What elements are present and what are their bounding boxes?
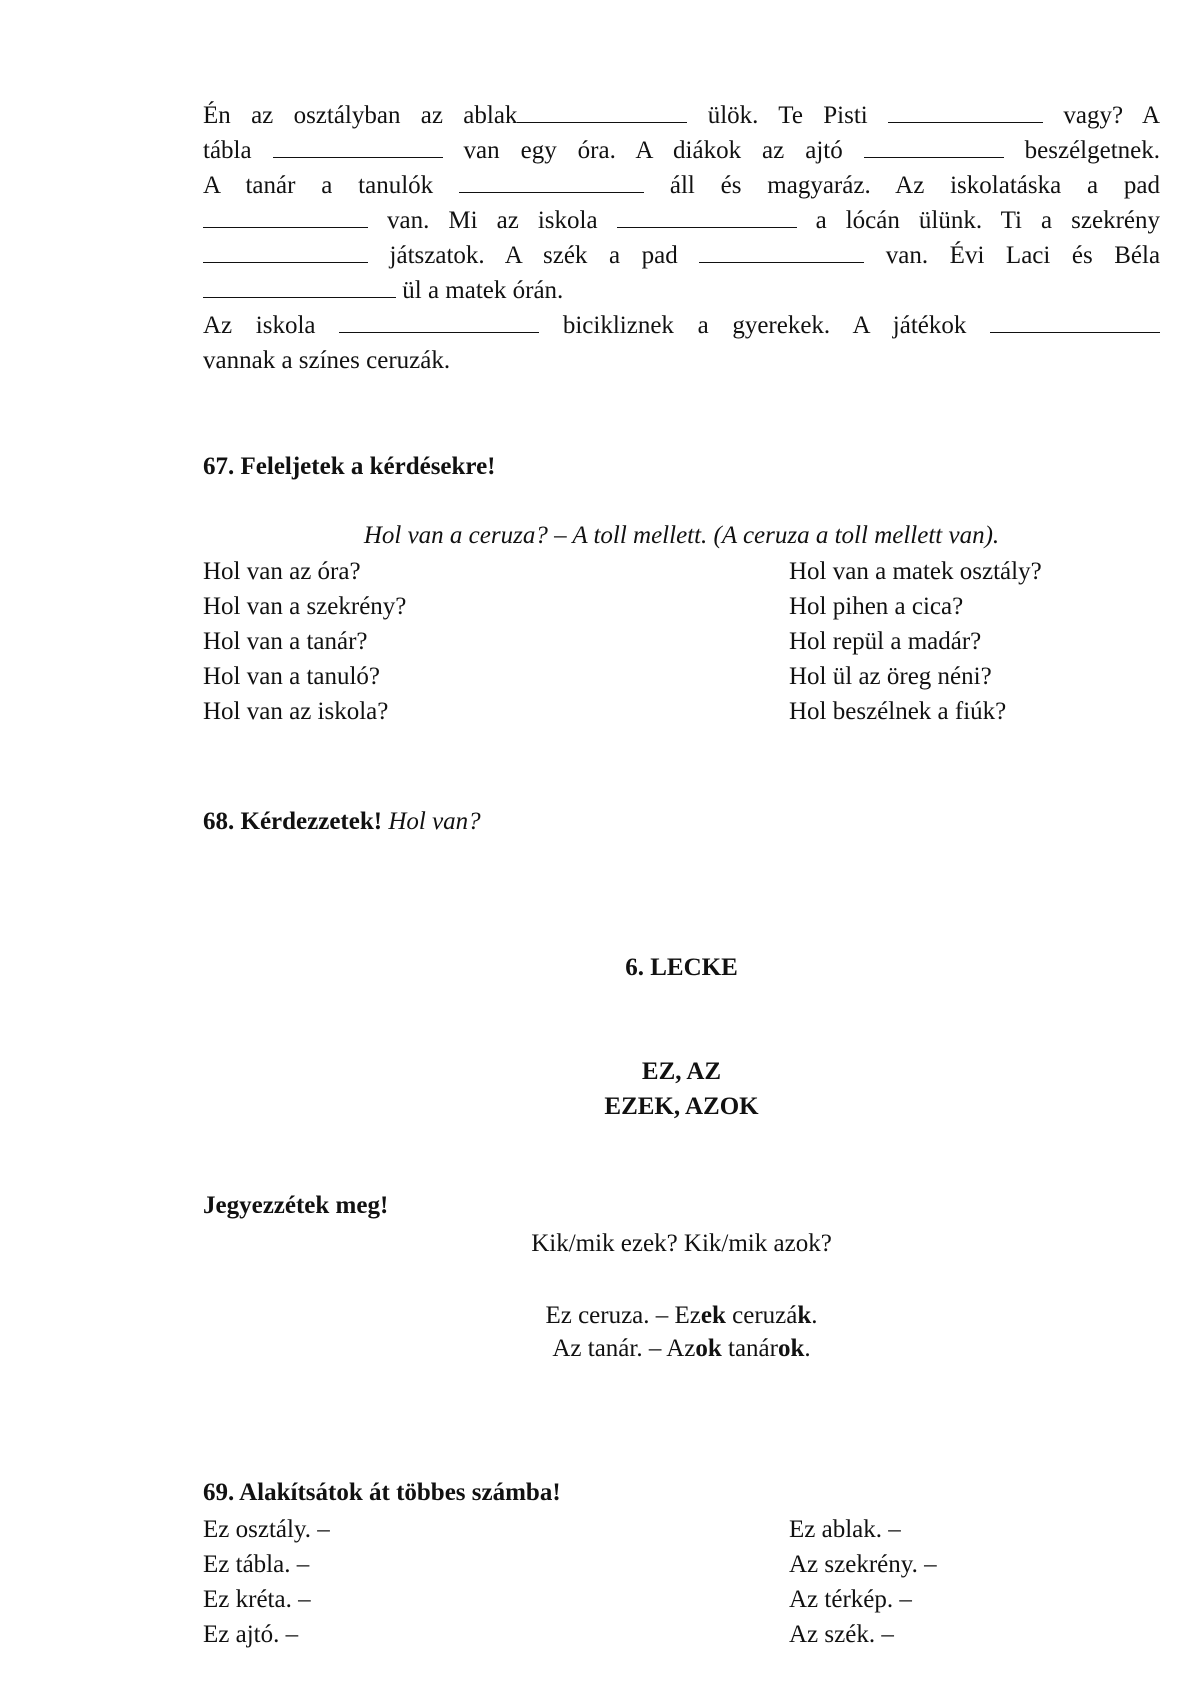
list-item: Ez tábla. – — [203, 1551, 310, 1578]
paragraph-line: Az iskola bicikliznek a gyerekek. A játékok — [203, 308, 1160, 343]
paragraph-line: van. Mi az iskola a lócán ülünk. Ti a szekrény — [203, 203, 1160, 238]
paragraph-line: játszatok. A szék a pad van. Évi Laci és Béla — [203, 238, 1160, 273]
answer-blank[interactable] — [459, 170, 644, 193]
question: Hol van az óra? — [203, 558, 361, 585]
question: Hol ül az öreg néni? — [789, 663, 992, 690]
fill-in-paragraph — [203, 98, 1160, 378]
answer-blank[interactable] — [617, 205, 797, 228]
answer-blank[interactable] — [203, 240, 368, 263]
answer-blank[interactable] — [273, 135, 443, 158]
exercise-68-title: 68. Kérdezzetek! Hol van? — [203, 808, 481, 835]
lesson-subheading-plural: EZEK, AZOK — [604, 1093, 759, 1120]
answer-blank[interactable] — [990, 310, 1160, 333]
note-question: Kik/mik ezek? Kik/mik azok? — [531, 1230, 832, 1257]
paragraph-line: ül a matek órán. — [203, 273, 1160, 308]
list-item: Ez osztály. – — [203, 1516, 330, 1543]
list-item: Az térkép. – — [789, 1586, 912, 1613]
exercise-67-left-questions — [203, 554, 763, 729]
question: Hol beszélnek a fiúk? — [789, 698, 1007, 725]
list-item: Ez ajtó. – — [203, 1621, 299, 1648]
note-example-1: Ez ceruza. – Ezek ceruzák. — [545, 1302, 818, 1329]
question: Hol van az iskola? — [203, 698, 389, 725]
paragraph-line: vannak a színes ceruzák. — [203, 347, 451, 374]
list-item: Az szekrény. – — [789, 1551, 937, 1578]
question: Hol pihen a cica? — [789, 593, 964, 620]
exercise-67-example: Hol van a ceruza? – A toll mellett. (A ceruza a toll mellett van). — [363, 522, 1000, 549]
paragraph-line: Én az osztályban az ablak ülök. Te Pisti vagy? A — [203, 102, 1161, 129]
list-item: Ez kréta. – — [203, 1586, 311, 1613]
list-item: Az szék. – — [789, 1621, 894, 1648]
question: Hol van a matek osztály? — [789, 558, 1042, 585]
paragraph-line: tábla van egy óra. A diákok az ajtó beszélgetnek. — [203, 137, 1161, 164]
answer-blank[interactable] — [699, 240, 864, 263]
list-item: Ez ablak. – — [789, 1516, 901, 1543]
lesson-heading: 6. LECKE — [625, 954, 738, 981]
answer-blank[interactable] — [203, 205, 368, 228]
lesson-subheading-singular: EZ, AZ — [641, 1058, 722, 1085]
note-title: Jegyezzétek meg! — [203, 1192, 389, 1219]
exercise-69-right-items — [789, 1512, 1189, 1652]
paragraph-line: A tanár a tanulók áll és magyaráz. Az iskolatáska a pad — [203, 172, 1161, 199]
answer-blank[interactable] — [864, 135, 1004, 158]
answer-blank[interactable] — [203, 275, 396, 298]
question: Hol repül a madár? — [789, 628, 982, 655]
exercise-67-right-questions — [789, 554, 1189, 729]
exercise-67-title: 67. Feleljetek a kérdésekre! — [203, 453, 496, 480]
exercise-69-title: 69. Alakítsátok át többes számba! — [203, 1479, 561, 1506]
question: Hol van a szekrény? — [203, 593, 407, 620]
answer-blank[interactable] — [339, 310, 539, 333]
question: Hol van a tanuló? — [203, 663, 381, 690]
answer-blank[interactable] — [517, 100, 687, 123]
question: Hol van a tanár? — [203, 628, 368, 655]
exercise-69-left-items — [203, 1512, 763, 1652]
note-example-2: Az tanár. – Azok tanárok. — [552, 1335, 811, 1362]
answer-blank[interactable] — [888, 100, 1043, 123]
